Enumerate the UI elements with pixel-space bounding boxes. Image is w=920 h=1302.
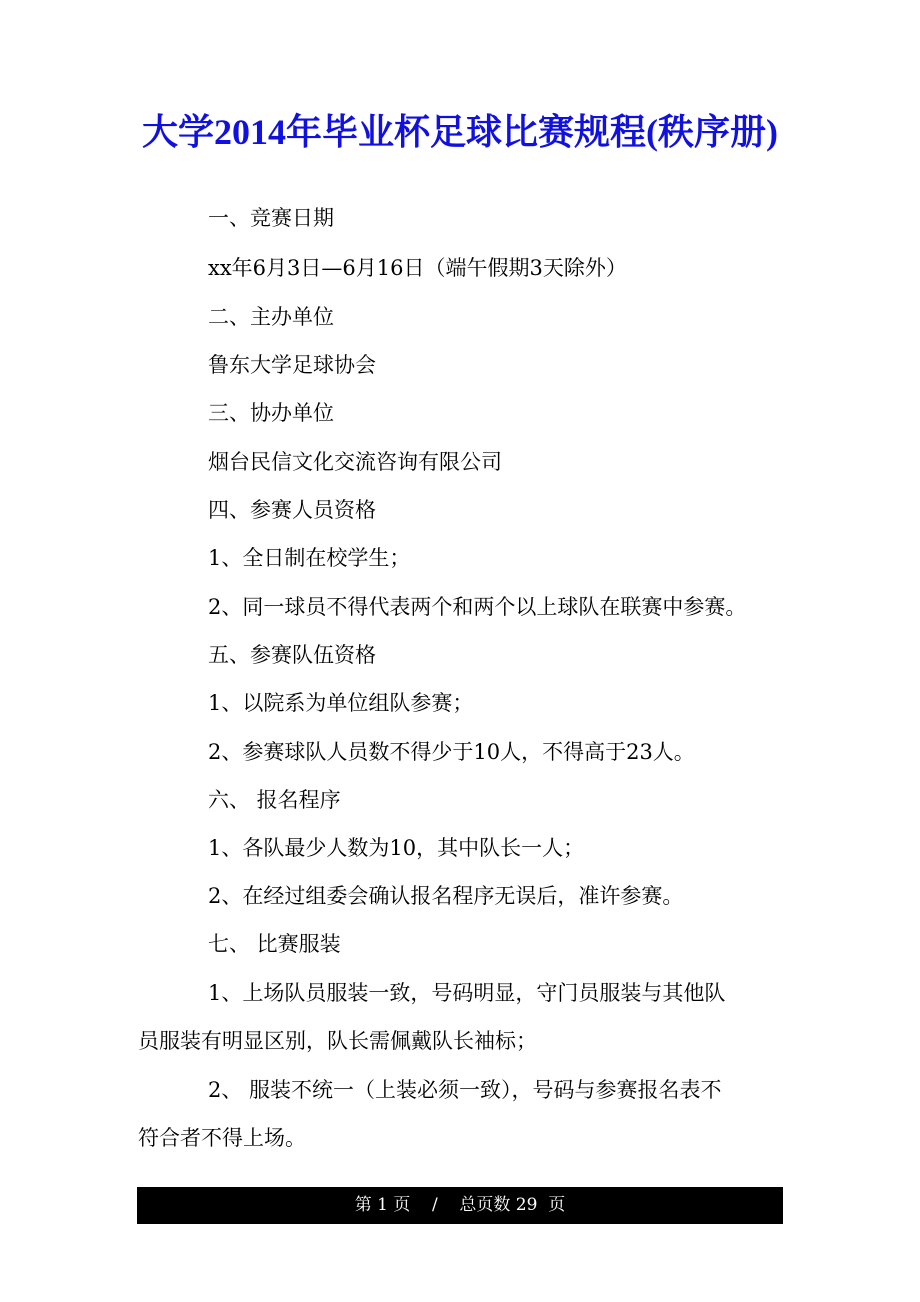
list-item-continuation: 员服装有明显区别，队长需佩戴队长袖标； bbox=[138, 1029, 537, 1053]
section-heading-registration: 六、 报名程序 bbox=[208, 788, 341, 812]
list-item: 2、同一球员不得代表两个和两个以上球队在联赛中参赛。 bbox=[208, 595, 747, 619]
paragraph-organizer: 鲁东大学足球协会 bbox=[208, 353, 376, 377]
list-item: 1、以院系为单位组队参赛； bbox=[208, 691, 474, 715]
list-item-continuation: 符合者不得上场。 bbox=[138, 1126, 306, 1150]
list-item: 2、参赛球队人员数不得少于10人，不得高于23人。 bbox=[208, 740, 695, 764]
list-item: 2、 服装不统一（上装必须一致），号码与参赛报名表不 bbox=[208, 1078, 722, 1102]
section-heading-uniform: 七、 比赛服装 bbox=[208, 932, 341, 956]
paragraph-dates: xx年6月3日—6月16日（端午假期3天除外） bbox=[208, 256, 627, 280]
document-title: 大学2014年毕业杯足球比赛规程(秩序册) bbox=[142, 112, 778, 152]
section-heading-dates: 一、竞赛日期 bbox=[208, 206, 334, 230]
list-item: 1、上场队员服装一致，号码明显，守门员服装与其他队 bbox=[208, 981, 726, 1005]
section-heading-co-organizer: 三、协办单位 bbox=[208, 401, 334, 425]
paragraph-co-organizer: 烟台民信文化交流咨询有限公司 bbox=[208, 450, 502, 474]
list-item: 1、各队最少人数为10，其中队长一人； bbox=[208, 836, 585, 860]
section-heading-player-eligibility: 四、参赛人员资格 bbox=[208, 498, 376, 522]
section-heading-team-eligibility: 五、参赛队伍资格 bbox=[208, 643, 376, 667]
page-footer: 第 1 页 / 总页数 29 页 bbox=[137, 1187, 783, 1224]
list-item: 2、在经过组委会确认报名程序无误后，准许参赛。 bbox=[208, 884, 684, 908]
section-heading-organizer: 二、主办单位 bbox=[208, 305, 334, 329]
list-item: 1、全日制在校学生； bbox=[208, 546, 411, 570]
